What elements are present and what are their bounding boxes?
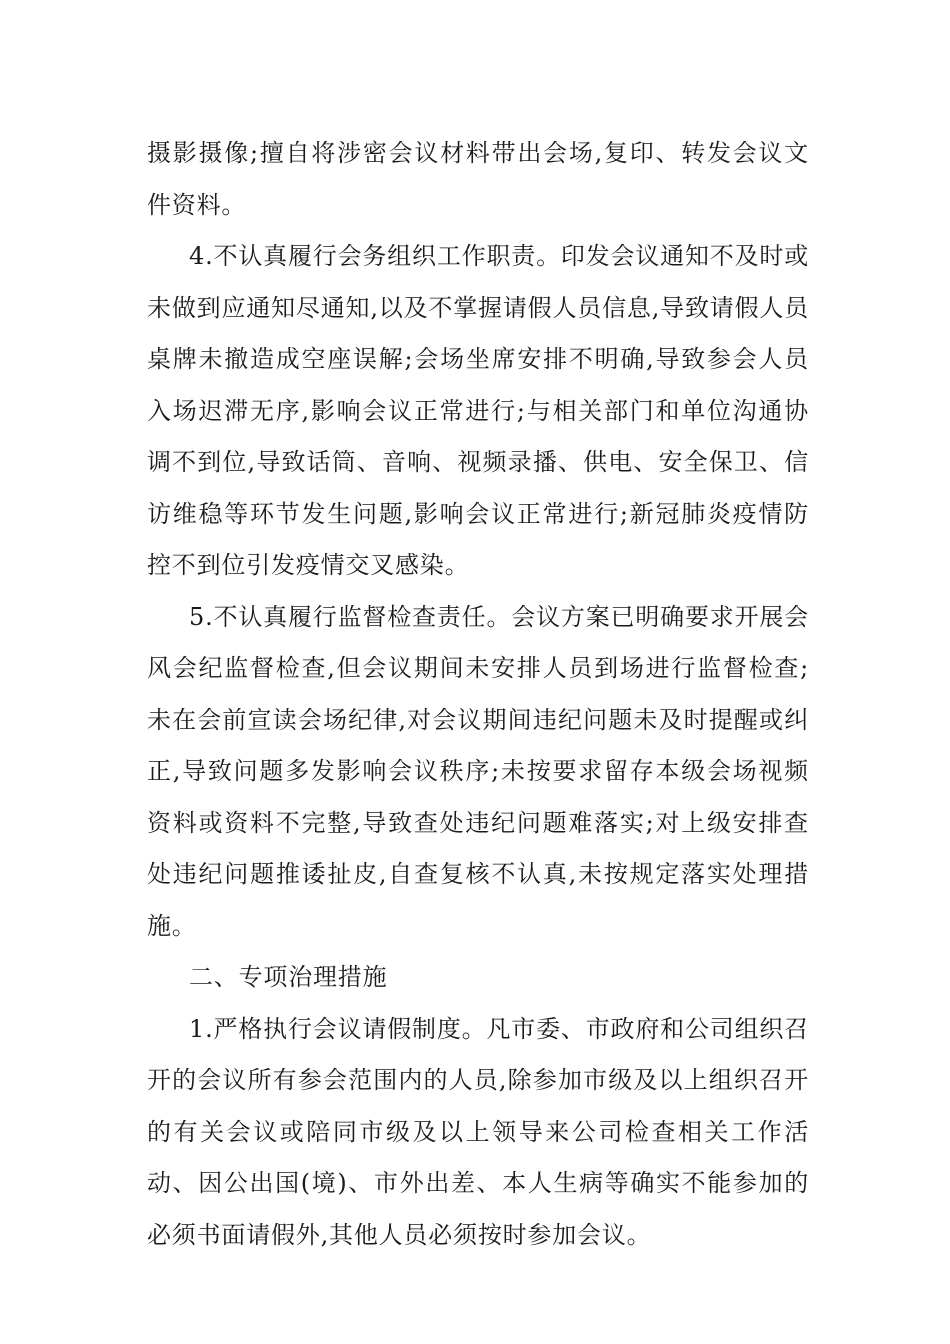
section-heading-measures: 二、专项治理措施 xyxy=(189,963,388,991)
document-body xyxy=(147,128,809,1261)
paragraph-measure-1: 1.严格执行会议请假制度。凡市委、市政府和公司组织召开的会议所有参会范围内的人员,除参加市级及以上组织召开的有关会议或陪同市级及以上领导来公司检查相关工作活动、因公出国(境)、市外出差、本人生病等确实不能参加的必须书面请假外,其他人员必须按时参加会议。 xyxy=(147,1014,809,1249)
paragraph-item-5: 5.不认真履行监督检查责任。会议方案已明确要求开展会风会纪监督检查,但会议期间未安排人员到场进行监督检查;未在会前宣读会场纪律,对会议期间违纪问题未及时提醒或纠正,导致问题多发影响会议秩序;未按要求留存本级会场视频资料或资料不完整,导致查处违纪问题难落实;对上级安排查处违纪问题推诿扯皮,自查复核不认真,未按规定落实处理措施。 xyxy=(147,602,809,940)
paragraph-continuation: 摄影摄像;擅自将涉密会议材料带出会场,复印、转发会议文件资料。 xyxy=(147,139,809,219)
paragraph-item-4: 4.不认真履行会务组织工作职责。印发会议通知不及时或未做到应通知尽通知,以及不掌握请假人员信息,导致请假人员桌牌未撤造成空座误解;会场坐席安排不明确,导致参会人员入场迟滞无序,影响会议正常进行;与相关部门和单位沟通协调不到位,导致话筒、音响、视频录播、供电、安全保卫、信访维稳等环节发生问题,影响会议正常进行;新冠肺炎疫情防控不到位引发疫情交叉感染。 xyxy=(147,242,809,579)
